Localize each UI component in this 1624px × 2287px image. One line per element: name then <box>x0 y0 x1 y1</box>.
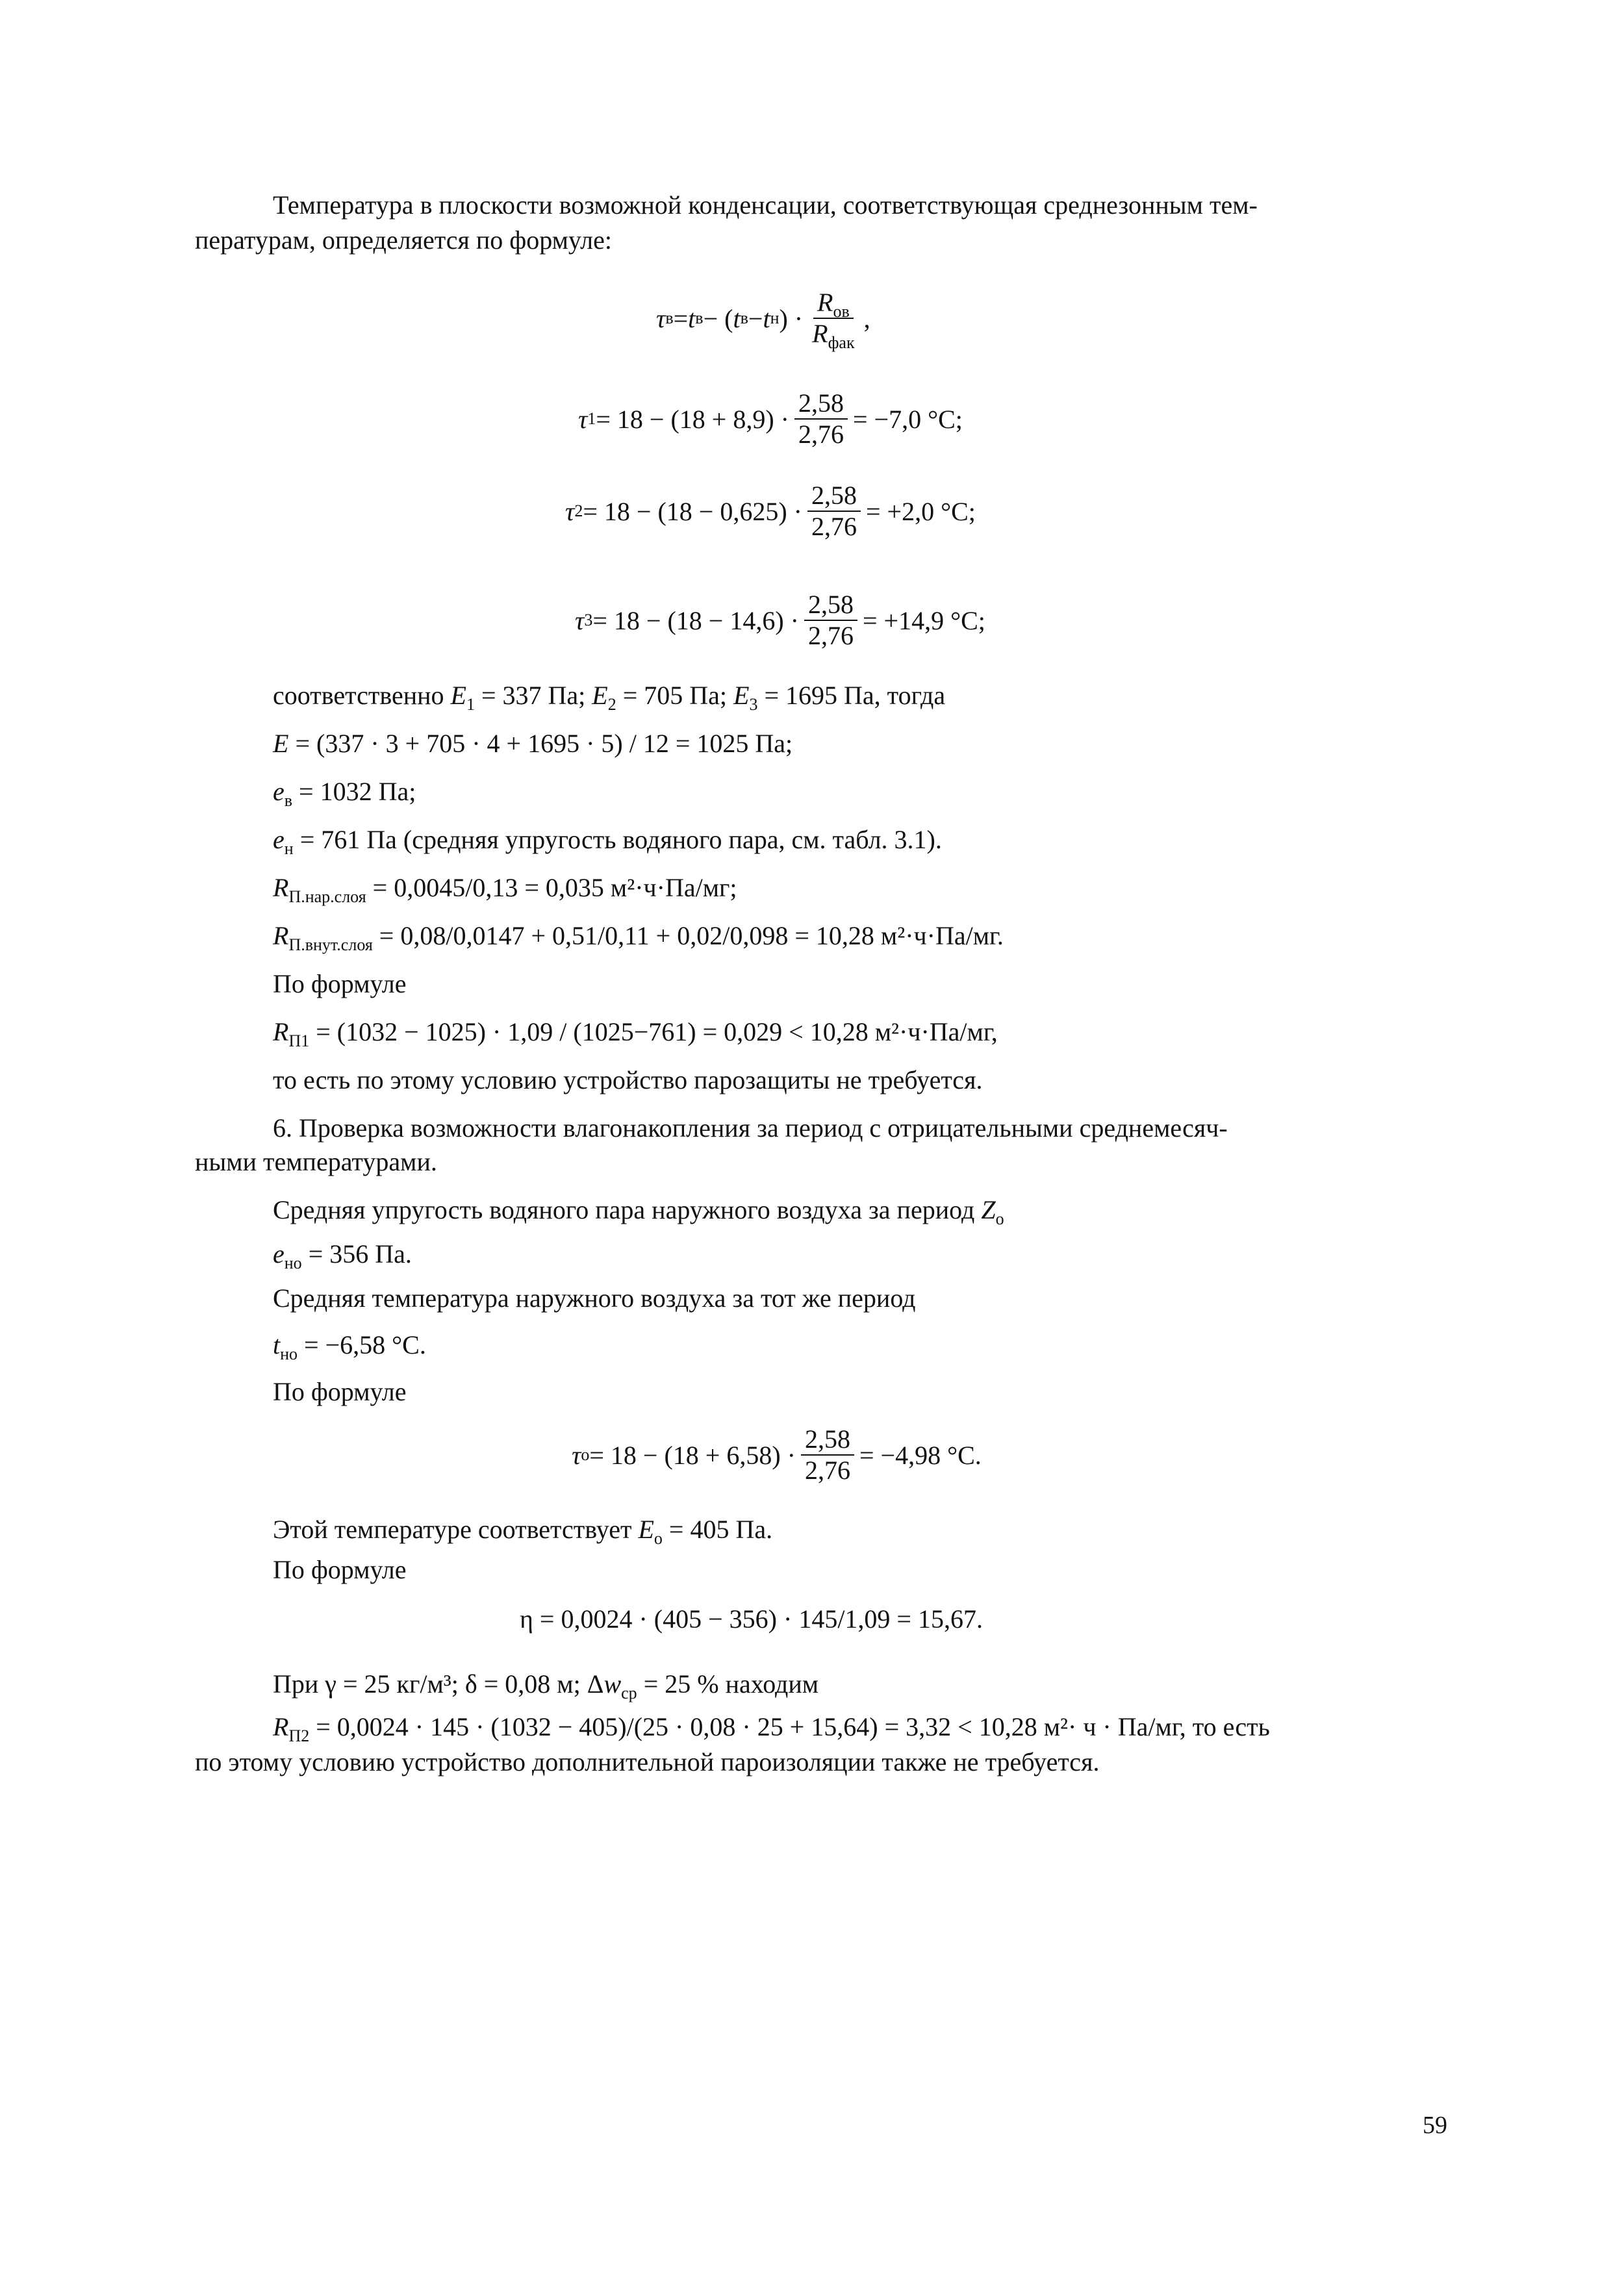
line-en: $e_н = 761$ Па (средняя упругость водяного пара, см. табл. 3.1). <box>273 825 942 858</box>
page-number: 59 <box>1423 2112 1447 2139</box>
line-R-p1: $R_{П1} = (1032 - 1025) \cdot 1,09 / (1025-761) = 0,029 < 10,28$ м²·ч·Па/мг, <box>273 1017 998 1050</box>
line-R-nar: $R_{П.нар.слоя} = 0,0045/0,13 = 0,035$ м²·ч·Па/мг; <box>273 873 737 906</box>
line-po-formule-3: По формуле <box>273 1555 407 1584</box>
line-pri: При γ = 25 кг/м³; δ = 0,08 м; $\Delta w_{ср} = 25$ % находим <box>273 1669 819 1702</box>
line-E-values: соответственно $E_1 = 337$ Па; $E_2 = 705$ Па; $E_3 = 1695$ Па, тогда <box>273 681 946 714</box>
line-E-average: E = (337 · 3 + 705 · 4 + 1695 · 5) / 12 = 1025 Па; <box>273 729 793 758</box>
intro-line-1: Температура в плоскости возможной конденсации, соответствующая среднезонным тем- <box>273 190 1258 220</box>
formula-eta: η = 0,0024 · (405 − 356) · 145/1,09 = 15,67. <box>520 1604 983 1634</box>
line-R-p2: $R_{П2} = 0,0024 \cdot 145 \cdot (1032 - 405)/(25 \cdot 0,08 \cdot 25 + 15,64) = 3,32 < 10,28$ м²· ч · Па/мг, то есть <box>273 1712 1270 1745</box>
line-conclusion-1: то есть по этому условию устройство парозащиты не требуется. <box>273 1065 983 1094</box>
line-po-formule-1: По формуле <box>273 969 407 998</box>
line-avg-vapor: Средняя упругость водяного пара наружного воздуха за период $Z_о$ <box>273 1195 1004 1228</box>
general-fraction: $\frac{R_{ов}}{R_{фак}}$ <box>812 288 855 352</box>
line-avg-temp: Средняя температура наружного воздуха за тот же период <box>273 1283 916 1313</box>
item-6-line-1: 6. Проверка возможности влагонакопления за период с отрицательными среднемесяч- <box>273 1113 1228 1143</box>
formula-tau2: τ 2 = 18 − (18 − 0,625) · $\frac{2,58}{2,76}$ = +2,0 °С; <box>565 481 976 541</box>
line-this-temp: Этой температуре соответствует $E_о = 405$ Па. <box>273 1515 773 1548</box>
formula-tau3: τ 3 = 18 − (18 − 14,6) · $\frac{2,58}{2,76}$ = +14,9 °С; <box>575 590 985 650</box>
formula-tau0: τ о = 18 − (18 + 6,58) · $\frac{2,58}{2,76}$ = −4,98 °С. <box>572 1424 982 1485</box>
intro-line-2: пературам, определяется по формуле: <box>195 225 612 255</box>
line-final: по этому условию устройство дополнительной пароизоляции также не требуется. <box>195 1747 1100 1776</box>
line-ev: $e_в = 1032$ Па; <box>273 777 416 810</box>
item-6-line-2: ными температурами. <box>195 1147 437 1176</box>
formula-tau1: τ 1 = 18 − (18 + 8,9) · $\frac{2,58}{2,76}$ = −7,0 °С; <box>578 388 963 449</box>
line-tno: $t_{но} = -6,58$ °С. <box>273 1330 426 1363</box>
line-po-formule-2: По формуле <box>273 1377 407 1406</box>
line-R-vnut: $R_{П.внут.слоя} = 0,08/0,0147 + 0,51/0,11 + 0,02/0,098 = 10,28$ м²·ч·Па/мг. <box>273 921 1004 954</box>
line-eno: $e_{но} = 356$ Па. <box>273 1239 412 1272</box>
general-formula: τ в = t в − ( t в − t н ) · $\frac{R_{ов}}{R_{фак}}$ , <box>656 288 870 352</box>
